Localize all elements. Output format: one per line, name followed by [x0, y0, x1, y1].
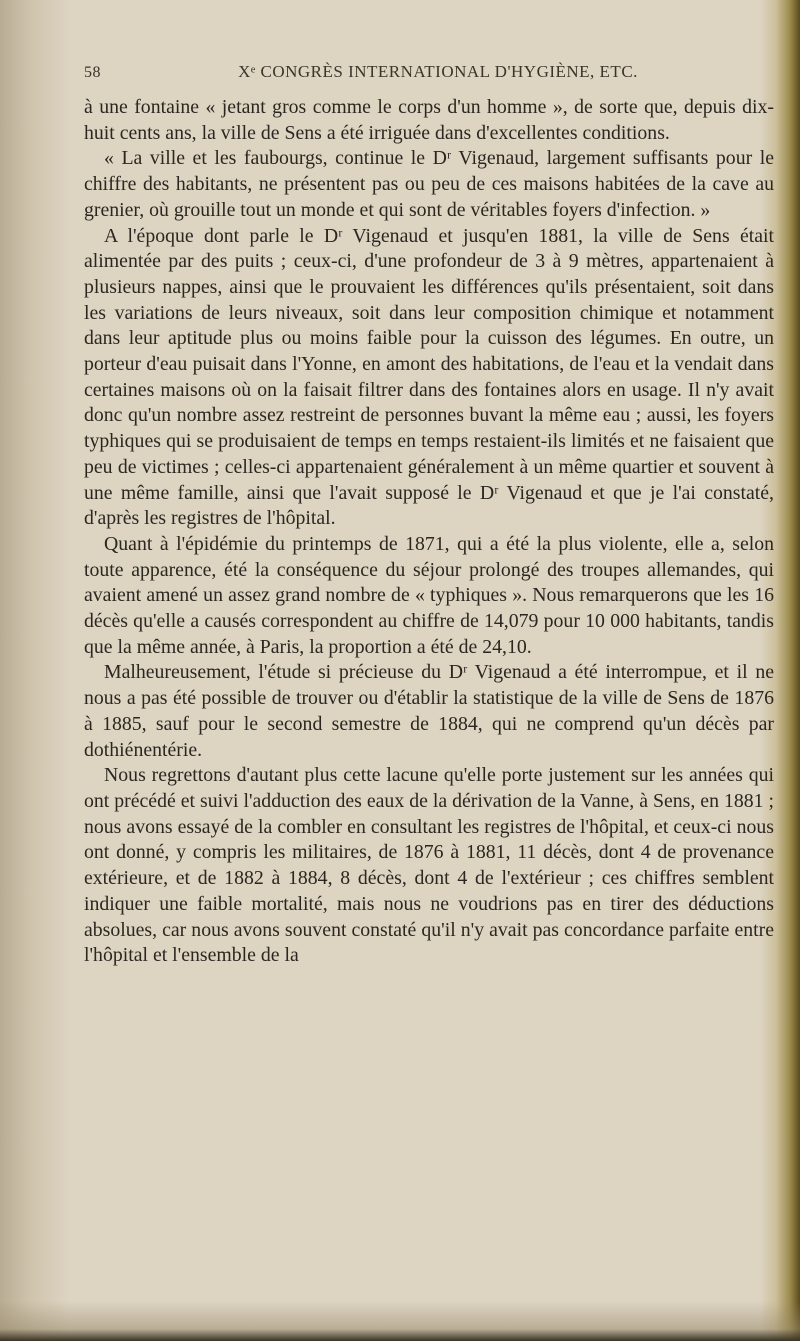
paragraph: Quant à l'épidémie du printemps de 1871, qui a été la plus violente, elle a, selon toute apparence, été la conséquence du séjour prolongé des troupes allemandes, qui avaient amené un assez grand nombre de « typhiques ». Nous remarquerons que les 16 décès qu'elle a causés correspondent au chiffre de 14,079 pour 10 000 habitants, tandis que la même année, à Paris, la proportion a été de 24,10.	[84, 532, 774, 658]
running-header	[84, 62, 774, 88]
page-number: 58	[84, 64, 101, 81]
running-title: Xᵉ CONGRÈS INTERNATIONAL D'HYGIÈNE, ETC.	[238, 62, 638, 81]
page-gutter-shadow	[0, 0, 70, 1341]
paragraph: « La ville et les faubourgs, continue le Dʳ Vigenaud, largement suffisants pour le chiffre des habitants, ne présentent pas ou peu de ces maisons habitées de la cave au grenier, où grouille tout un monde et qui sont de véritables foyers d'infection. »	[84, 147, 774, 221]
paragraph: Nous regrettons d'autant plus cette lacune qu'elle porte justement sur les années qui ont précédé et suivi l'adduction des eaux de la dérivation de la Vanne, à Sens, en 1881 ; nous avons essayé de la combler en consultant les registres de l'hôpital, et ceux-ci nous ont donné, y compris les militaires, de 1876 à 1881, 11 décès, dont 4 de provenance extérieure, et de 1882 à 1884, 8 décès, dont 4 de l'extérieur ; ces chiffres semblent indiquer une faible mortalité, mais nous ne voudrions pas en tirer des déductions absolues, car nous avons souvent constaté qu'il n'y avait pas concordance parfaite entre l'hôpital et l'ensemble de la	[84, 764, 774, 967]
body-text	[84, 95, 774, 969]
paragraph: Malheureusement, l'étude si précieuse du Dʳ Vigenaud a été interrompue, et il ne nous a pas été possible de trouver ou d'établir la statistique de la ville de Sens de 1876 à 1885, sauf pour le second semestre de 1884, qui ne comprend qu'un décès par dothiénentérie.	[84, 661, 774, 761]
paragraph: A l'époque dont parle le Dʳ Vigenaud et jusqu'en 1881, la ville de Sens était alimentée par des puits ; ceux-ci, d'une profondeur de 3 à 9 mètres, appartenaient à plusieurs nappes, ainsi que le prouvaient les différences qu'ils présentaient, soit dans les variations de leurs niveaux, soit dans leur composition chimique et notamment dans leur aptitude plus ou moins faible pour la cuisson des légumes. En outre, un porteur d'eau puisait dans l'Yonne, en amont des habitations, de l'eau et la vendait dans certaines maisons où on la faisait filtrer dans des fontaines alors en usage. Il n'y avait donc qu'un nombre assez restreint de personnes buvant la même eau ; aussi, les foyers typhiques qui se produisaient de temps en temps restaient-ils limités et ne faisaient que peu de victimes ; celles-ci appartenaient généralement à un même quartier et souvent à une même famille, ainsi que l'avait supposé le Dʳ Vigenaud et que je l'ai constaté, d'après les registres de l'hôpital.	[84, 224, 774, 530]
document-page	[84, 62, 774, 969]
page-bottom-shadow	[0, 1301, 800, 1341]
paragraph: à une fontaine « jetant gros comme le corps d'un homme », de sorte que, depuis dix-huit cents ans, la ville de Sens a été irriguée dans d'excellentes conditions.	[84, 96, 774, 144]
